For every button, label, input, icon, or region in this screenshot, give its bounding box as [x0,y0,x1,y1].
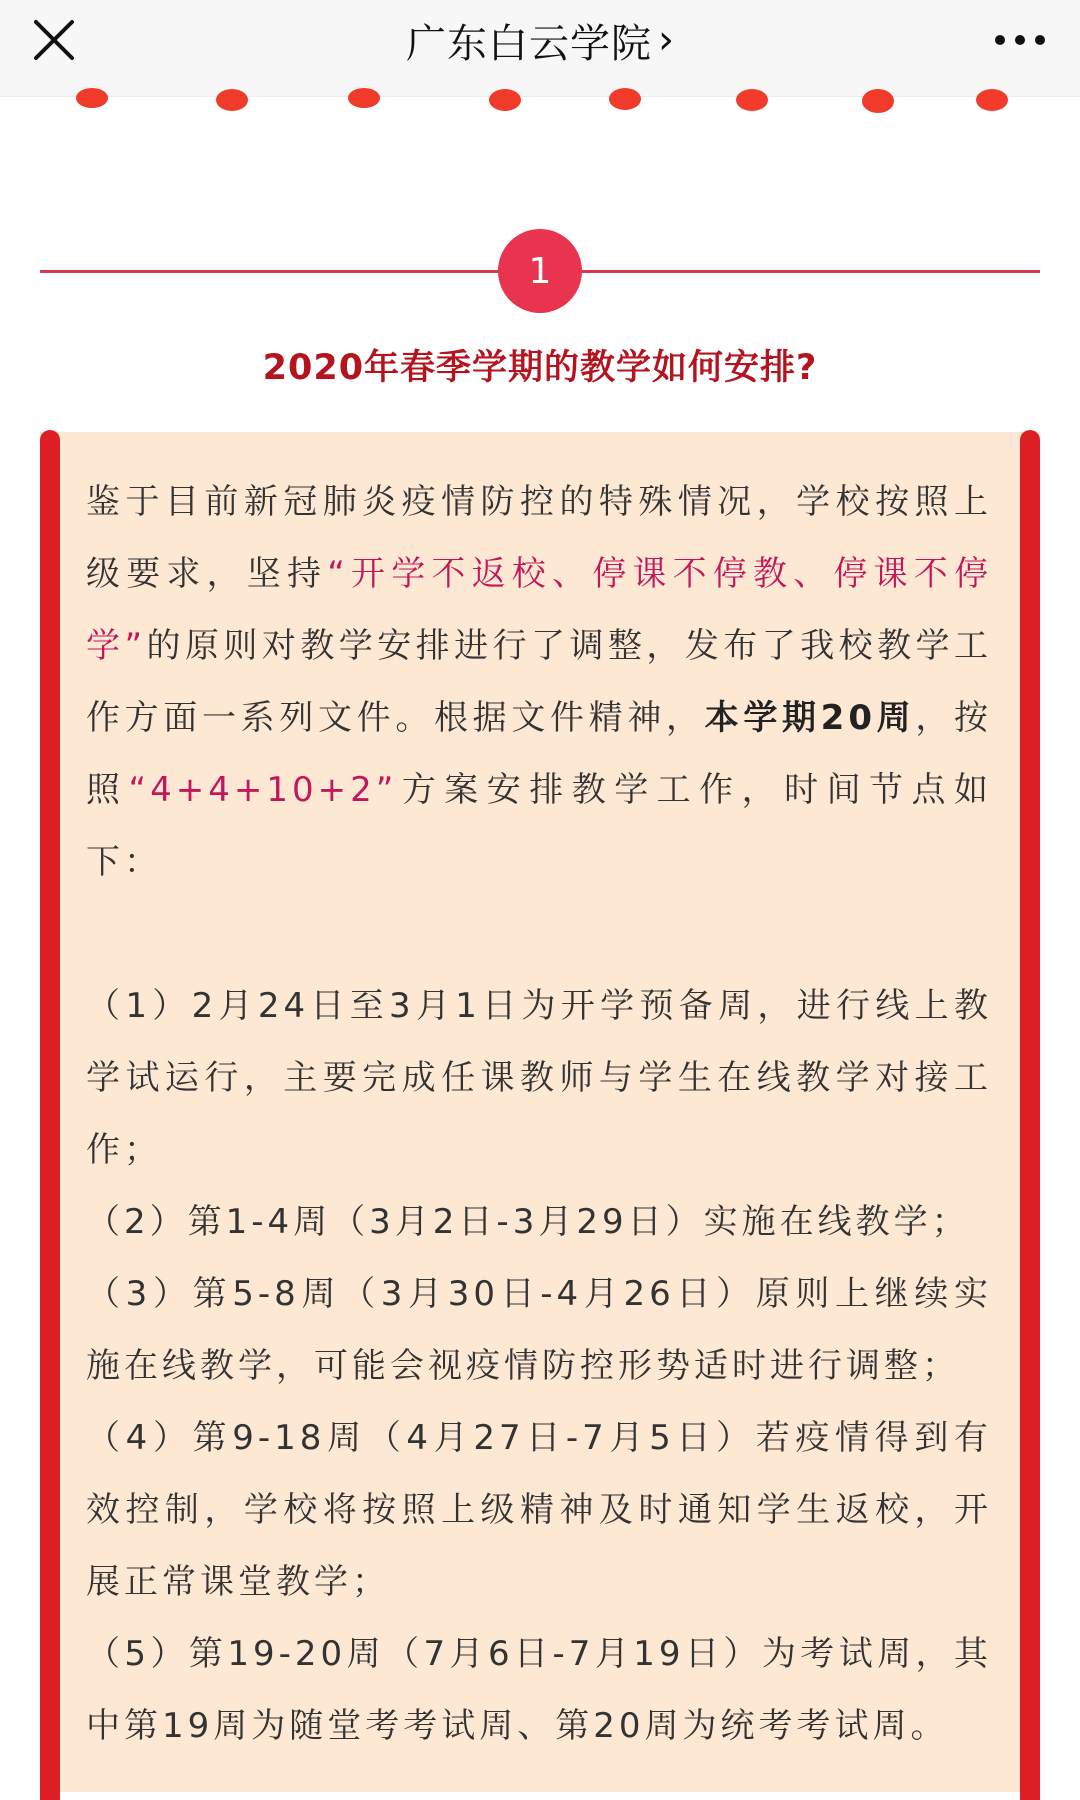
account-title-link[interactable] [0,0,1080,80]
more-icon[interactable] [990,18,1050,62]
paragraph-gap [86,898,992,970]
schedule-item: （5）第19-20周（7月6日-7月19日）为考试周，其中第19周为随堂考考试周、第20周为统考考试周。 [86,1634,992,1746]
intro-paragraph [86,466,992,898]
chevron-right-icon: › [658,17,674,63]
section-title: 2020年春季学期的教学如何安排? [262,348,818,388]
article-body [86,466,992,1762]
top-bar [0,0,1080,97]
card-border-right [1020,430,1040,1800]
plan-highlight: “4+4+10+2” [128,770,398,810]
divider-line-left [40,270,500,273]
schedule-item: （2）第1-4周（3月2日-3月29日）实施在线教学； [86,1202,970,1242]
card-border-left [40,430,60,1800]
policy-highlight: “开学不返校、停课不停教、停课不停学” [86,554,992,666]
section-number-badge: 1 [498,229,582,313]
page-title: 广东白云学院 [406,20,652,67]
intro-text: 的原则对教学安排进行了调整，发布了我校教学工作方面一系列文件。根据文件精神， [86,626,993,738]
intro-text: 鉴于目前新冠肺炎疫情防控的特殊情况，学校按照上级要求，坚持 [86,482,992,594]
schedule-item: （3）第5-8周（3月30日-4月26日）原则上继续实施在线教学，可能会视疫情防控形势适时进行调整； [86,1274,992,1386]
intro-text: 方案安排教学工作，时间节点如下： [86,770,993,882]
schedule-item: （1）2月24日至3月1日为开学预备周，进行线上教学试运行，主要完成任课教师与学生在线教学对接工作； [86,986,992,1170]
intro-text: ，按照 [86,698,992,810]
schedule-item: （4）第9-18周（4月27日-7月5日）若疫情得到有效控制，学校将按照上级精神及时通知学生返校，开展正常课堂教学； [86,1418,992,1602]
divider-line-right [580,270,1040,273]
decorative-dots [0,84,1080,124]
semester-weeks-bold: 本学期20周 [704,698,916,738]
